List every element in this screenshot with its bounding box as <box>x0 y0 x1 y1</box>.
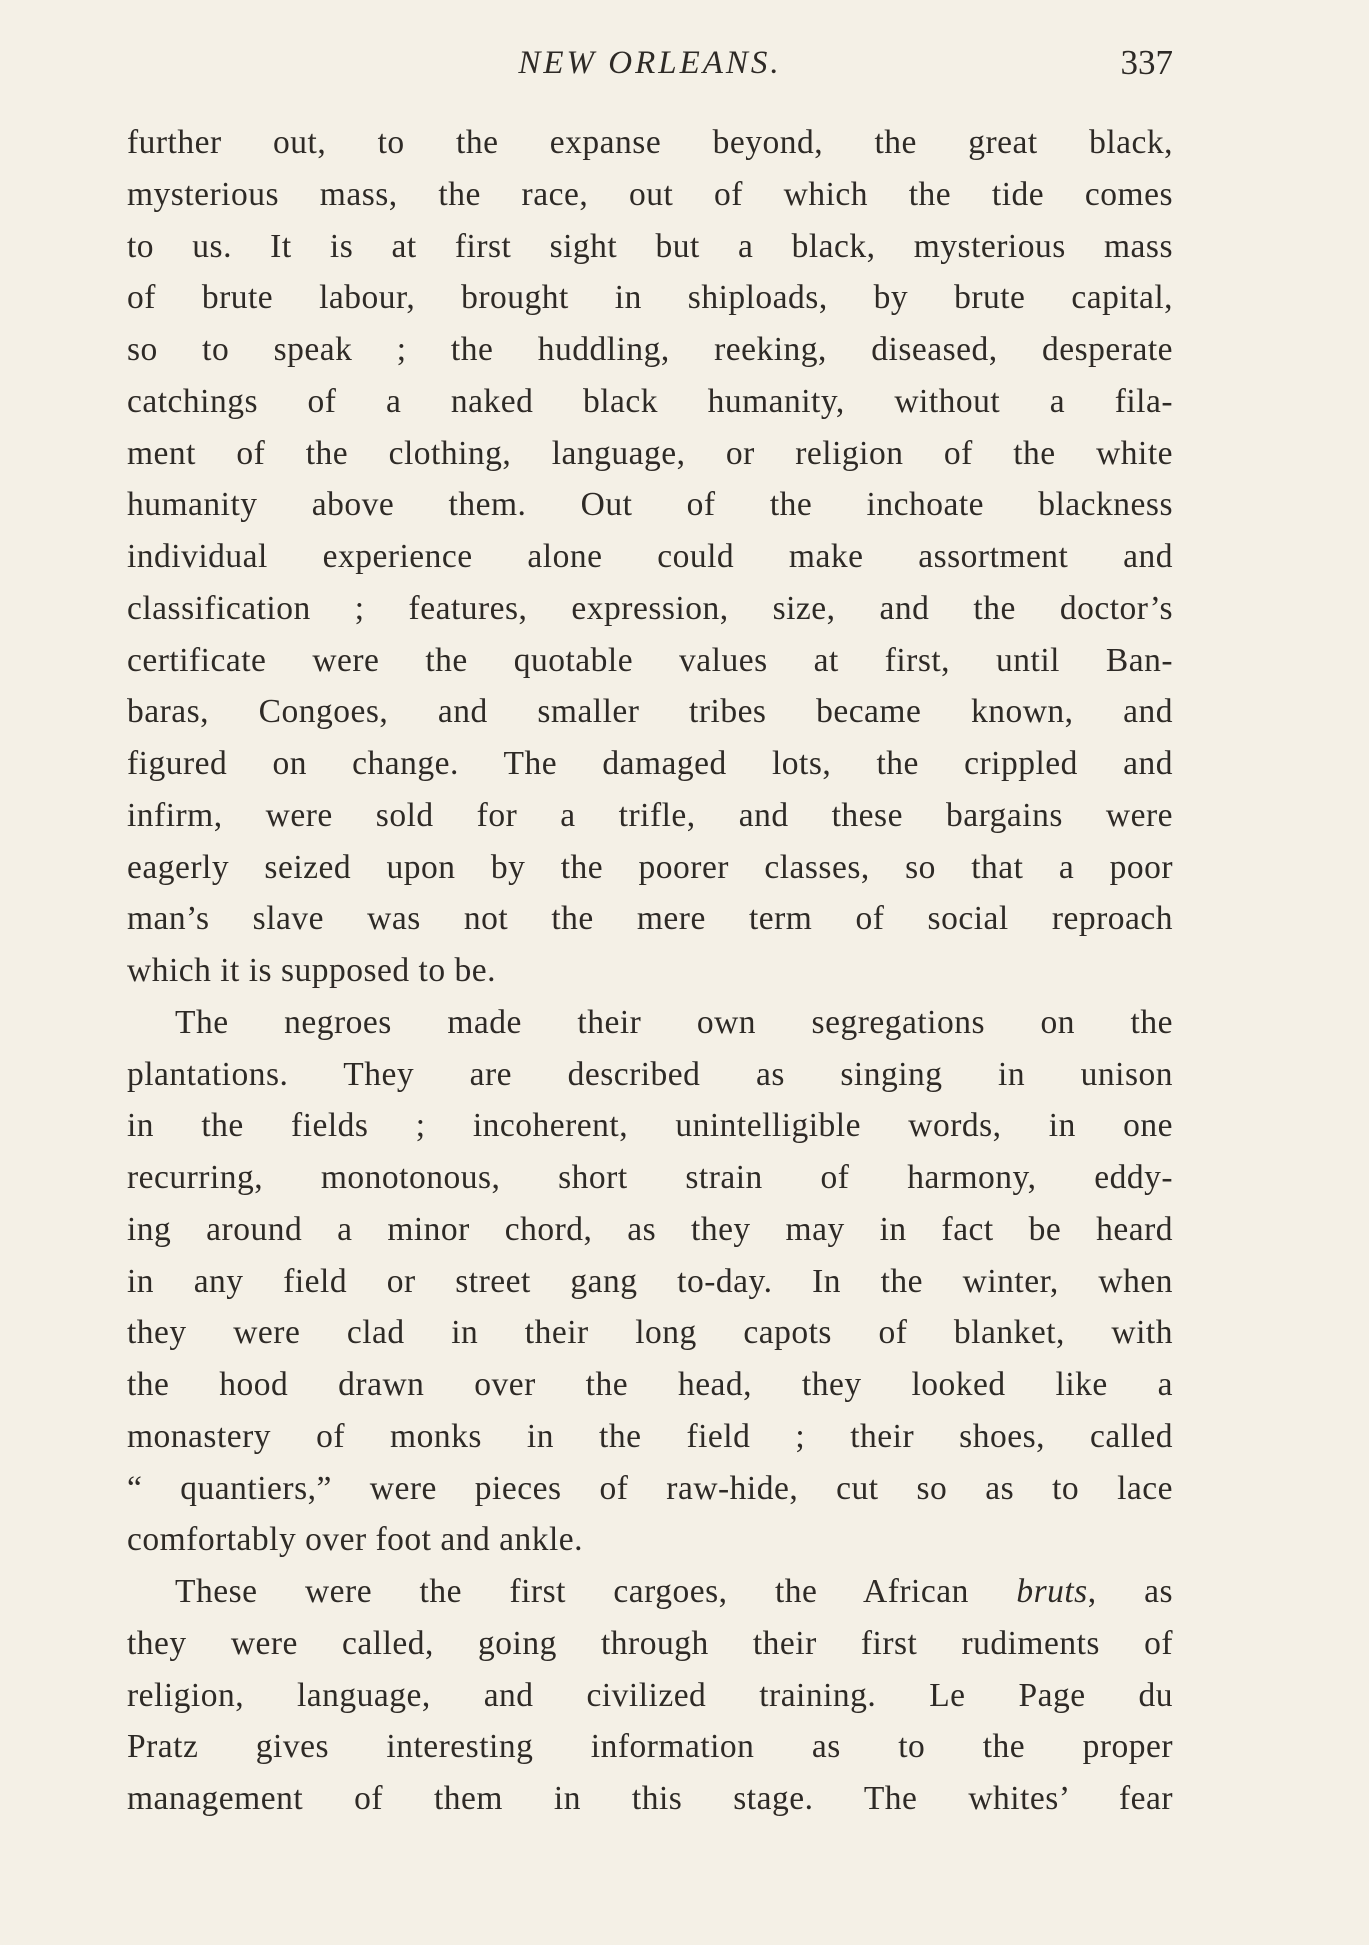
text-line: the hood drawn over the head, they looked like a <box>127 1366 1173 1403</box>
text-line: monastery of monks in the field ; their shoes, called <box>127 1417 1173 1455</box>
text-line: classification ; features, expression, size, and the doctor’s <box>127 589 1173 627</box>
text-line: “ quantiers,” were pieces of raw-hide, cut so as to lace <box>127 1469 1173 1507</box>
text-line: they were clad in their long capots of blanket, with <box>127 1314 1173 1352</box>
text-line: in the fields ; incoherent, unintelligible words, in one <box>127 1107 1173 1145</box>
text-line: individual experience alone could make assortment and <box>127 538 1173 575</box>
text-line: man’s slave was not the mere term of social reproach <box>127 900 1173 938</box>
italic-word: bruts <box>1016 1573 1088 1610</box>
text-line-segment: , as <box>1087 1573 1173 1610</box>
page-number: 337 <box>1120 43 1173 82</box>
text-line: certificate were the quotable values at first, until Ban- <box>127 641 1173 679</box>
text-line: infirm, were sold for a trifle, and these bargains were <box>127 796 1173 834</box>
text-line: catchings of a naked black humanity, without a fila- <box>127 382 1173 420</box>
text-line: they were called, going through their first rudiments of <box>127 1624 1173 1662</box>
text-line: eagerly seized upon by the poorer classes, so that a poor <box>127 848 1173 886</box>
text-line: mysterious mass, the race, out of which the tide comes <box>127 175 1173 213</box>
text-line: to us. It is at first sight but a black, mysterious mass <box>127 227 1173 265</box>
text-line <box>127 1566 1173 1618</box>
text-line: further out, to the expanse beyond, the great black, <box>127 124 1173 161</box>
text-line: which it is supposed to be. <box>127 952 496 989</box>
text-line: in any field or street gang to-day. In the winter, when <box>127 1262 1173 1300</box>
text-line: figured on change. The damaged lots, the crippled and <box>127 745 1173 782</box>
running-title: NEW ORLEANS. <box>518 45 782 81</box>
running-head <box>127 38 1173 88</box>
text-line: of brute labour, brought in shiploads, by brute capital, <box>127 279 1173 317</box>
text-line: comfortably over foot and ankle. <box>127 1521 583 1559</box>
text-line: recurring, monotonous, short strain of harmony, eddy- <box>127 1159 1173 1196</box>
text-line: ing around a minor chord, as they may in fact be heard <box>127 1210 1173 1248</box>
text-line-segment: These were the first cargoes, the African <box>175 1573 1017 1610</box>
text-line: ment of the clothing, language, or religion of the white <box>127 434 1173 472</box>
text-line: so to speak ; the huddling, reeking, diseased, desperate <box>127 331 1173 368</box>
text-line: Pratz gives interesting information as to the proper <box>127 1728 1173 1766</box>
text-line: humanity above them. Out of the inchoate blackness <box>127 486 1173 524</box>
text-line: religion, language, and civilized training. Le Page du <box>127 1676 1173 1714</box>
text-line: plantations. They are described as singing in unison <box>127 1055 1173 1093</box>
body-text <box>127 117 1173 1825</box>
text-line: management of them in this stage. The whites’ fear <box>127 1780 1173 1817</box>
text-line: baras, Congoes, and smaller tribes became known, and <box>127 693 1173 731</box>
text-line: The negroes made their own segregations on the <box>175 1003 1173 1041</box>
